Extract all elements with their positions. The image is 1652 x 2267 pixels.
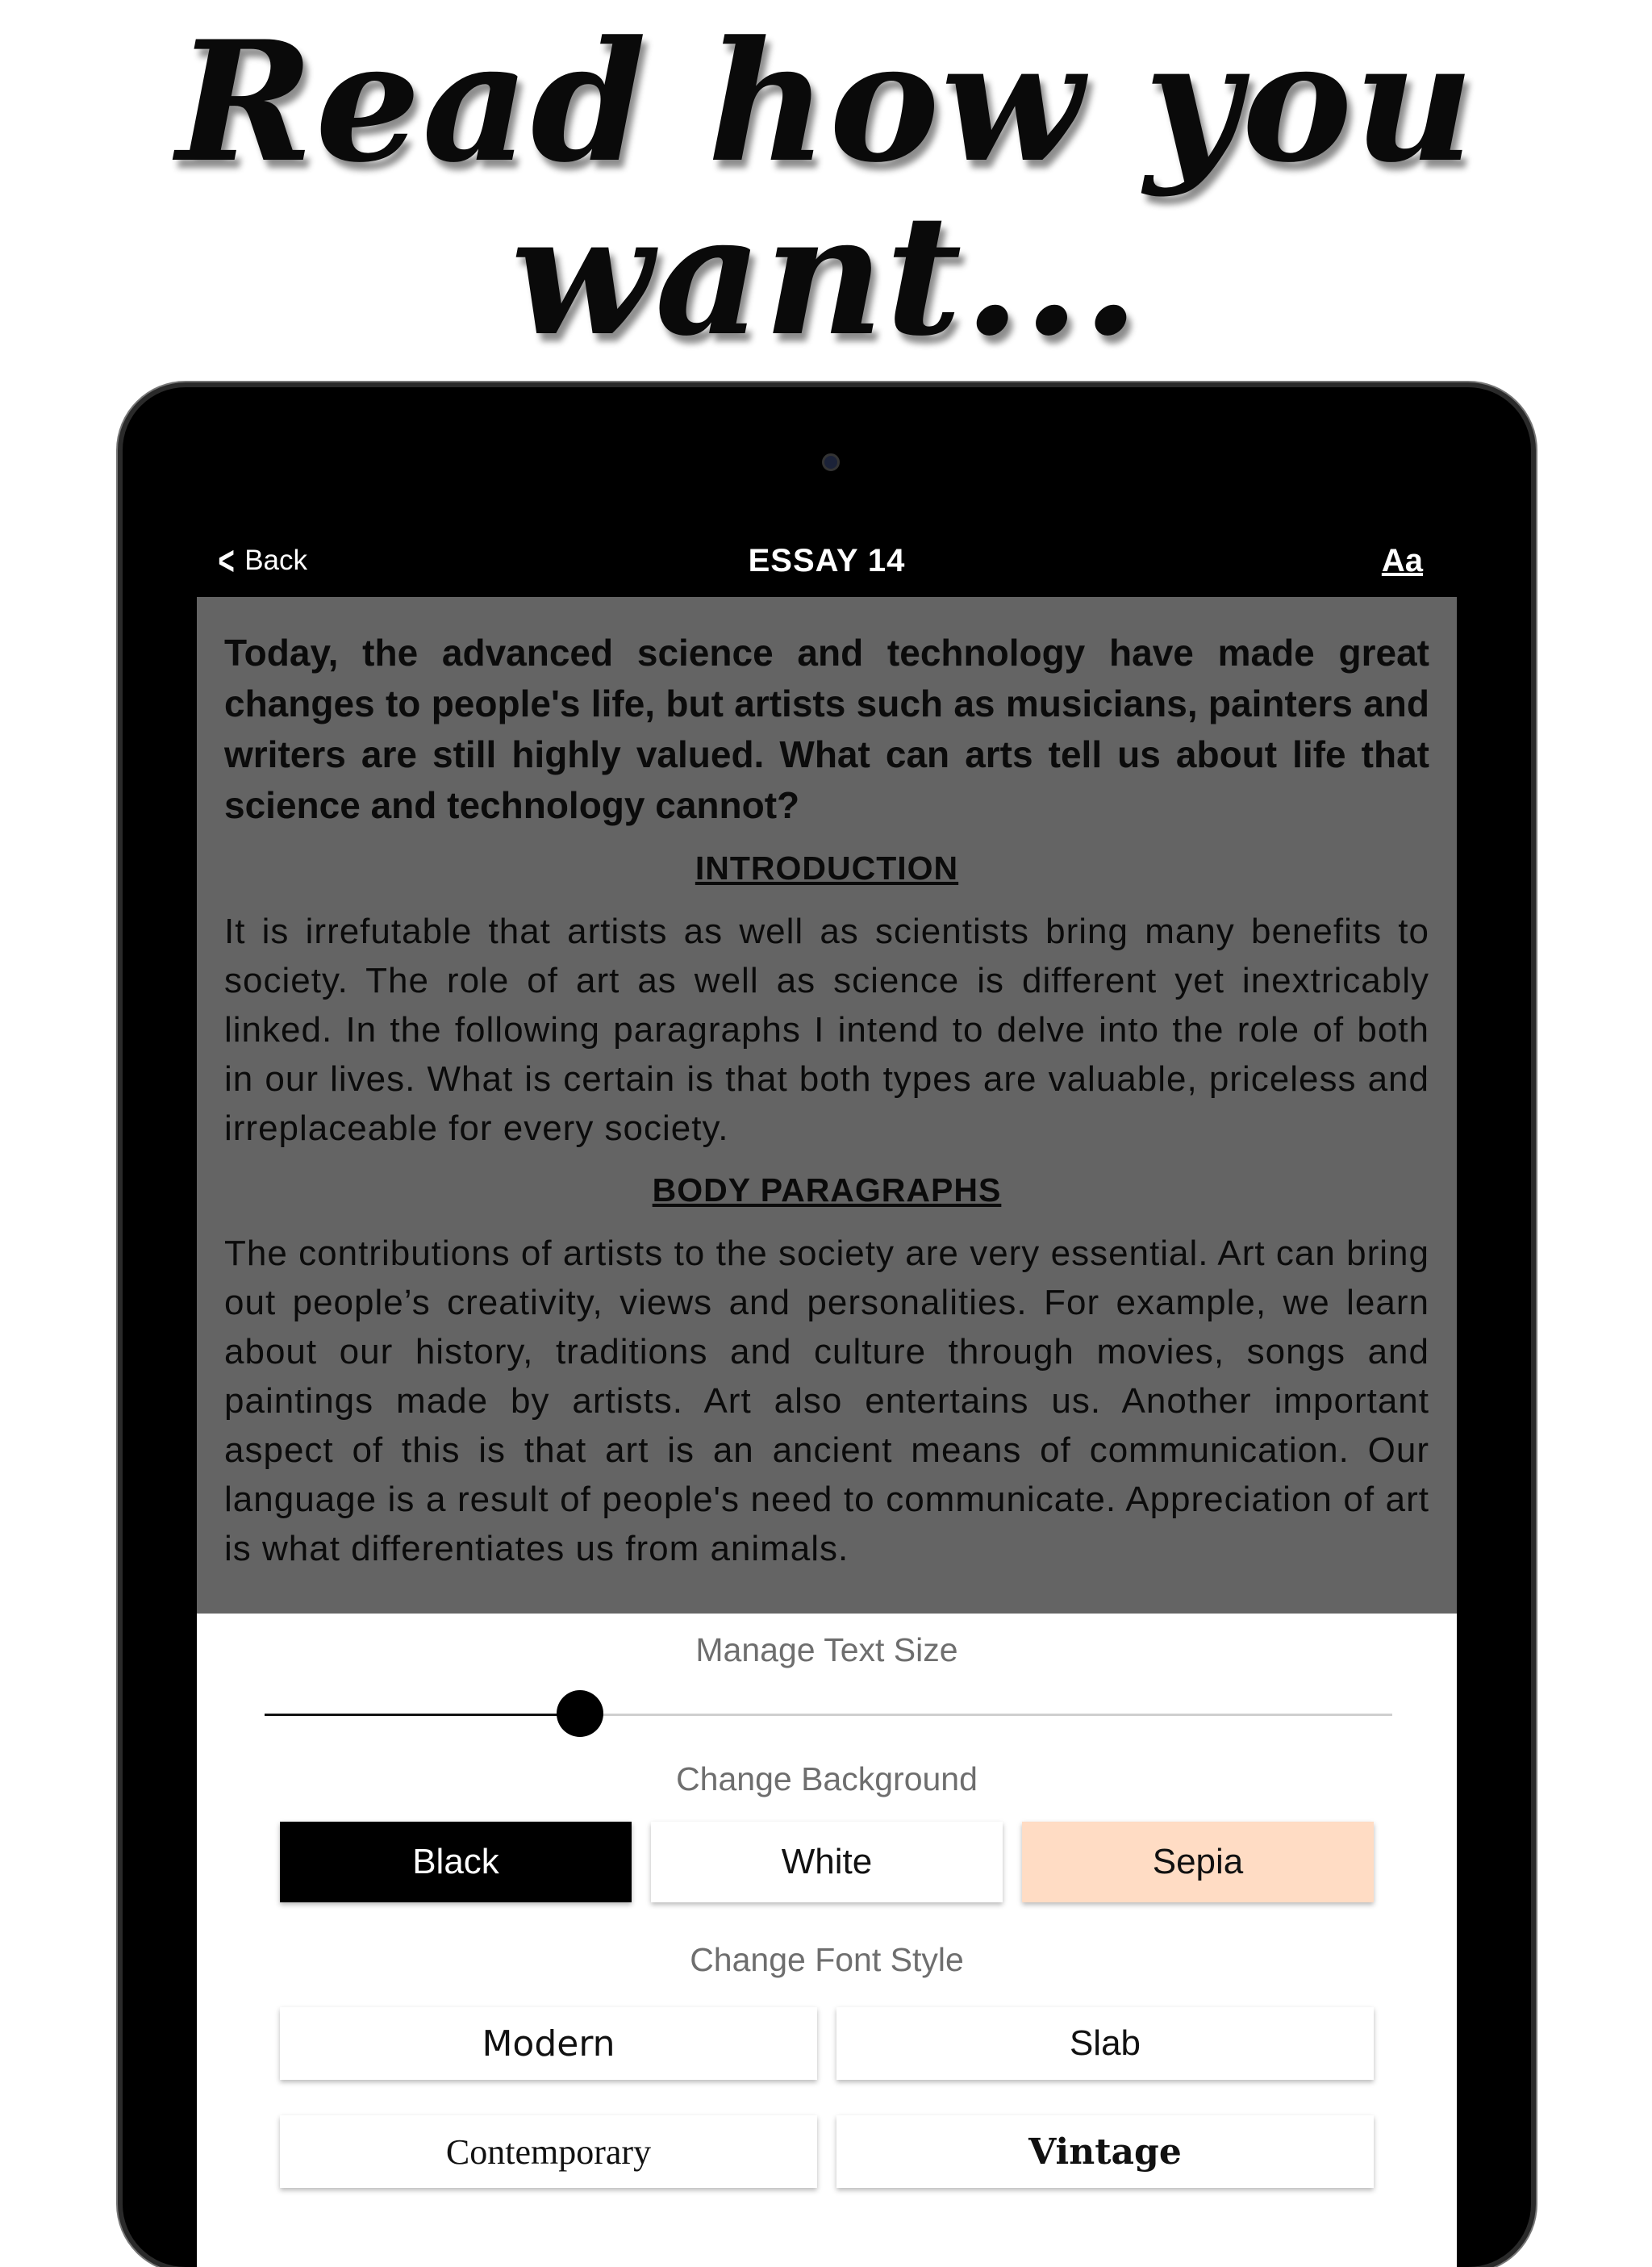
navigation-bar [197, 524, 1457, 597]
promo-headline: Read how you want... [176, 6, 1476, 373]
font-style-label: Change Font Style [690, 1941, 964, 1978]
font-vintage-button[interactable]: Vintage [836, 2115, 1374, 2188]
app-screen [197, 524, 1457, 2267]
reading-settings-panel [197, 1614, 1457, 2267]
font-settings-button[interactable]: Aa [1381, 542, 1423, 578]
chevron-left-icon: < [218, 538, 235, 583]
font-slab-button[interactable]: Slab [836, 2007, 1374, 2080]
slider-thumb[interactable] [557, 1690, 603, 1737]
intro-heading: INTRODUCTION [695, 850, 959, 887]
background-sepia-button[interactable]: Sepia [1022, 1822, 1374, 1902]
page-title: ESSAY 14 [748, 542, 906, 578]
text-size-label: Manage Text Size [695, 1631, 958, 1668]
background-black-button[interactable]: Black [280, 1822, 632, 1902]
body-heading: BODY PARAGRAPHS [652, 1171, 1002, 1209]
tablet-frame [123, 387, 1531, 2267]
body-paragraph: The contributions of artists to the society are very essential. Art can bring out people’s creativity, views and personalities. For example, we learn about our history, traditions and culture through movies, songs and paintings made by artists. Art also entertains us. Another important aspect of this is that art is an ancient means of communication. Our language is a result of people's need to communicate. Appreciation of art is what differentiates us from animals. [224, 1234, 1429, 1568]
font-contemporary-button[interactable]: Contemporary [280, 2115, 817, 2188]
essay-question: Today, the advanced science and technology have made great changes to people's life, but artists such as musicians, painters and writers are still highly valued. What can arts tell us about life that science and technology cannot? [224, 632, 1429, 826]
font-modern-button[interactable]: Modern [280, 2007, 817, 2080]
front-camera [822, 453, 840, 471]
slider-fill [265, 1714, 580, 1716]
background-white-button[interactable]: White [651, 1822, 1003, 1902]
text-size-slider[interactable] [265, 1714, 1392, 1716]
essay-content [224, 628, 1429, 1573]
back-label: Back [244, 545, 308, 576]
intro-paragraph: It is irrefutable that artists as well as scientists bring many benefits to society. The role of art as well as science is different yet inextricably linked. In the following paragraphs I intend to delve into the role of both in our lives. What is certain is that both types are valuable, priceless and irreplaceable for every society. [224, 912, 1429, 1148]
background-label: Change Background [676, 1760, 978, 1797]
